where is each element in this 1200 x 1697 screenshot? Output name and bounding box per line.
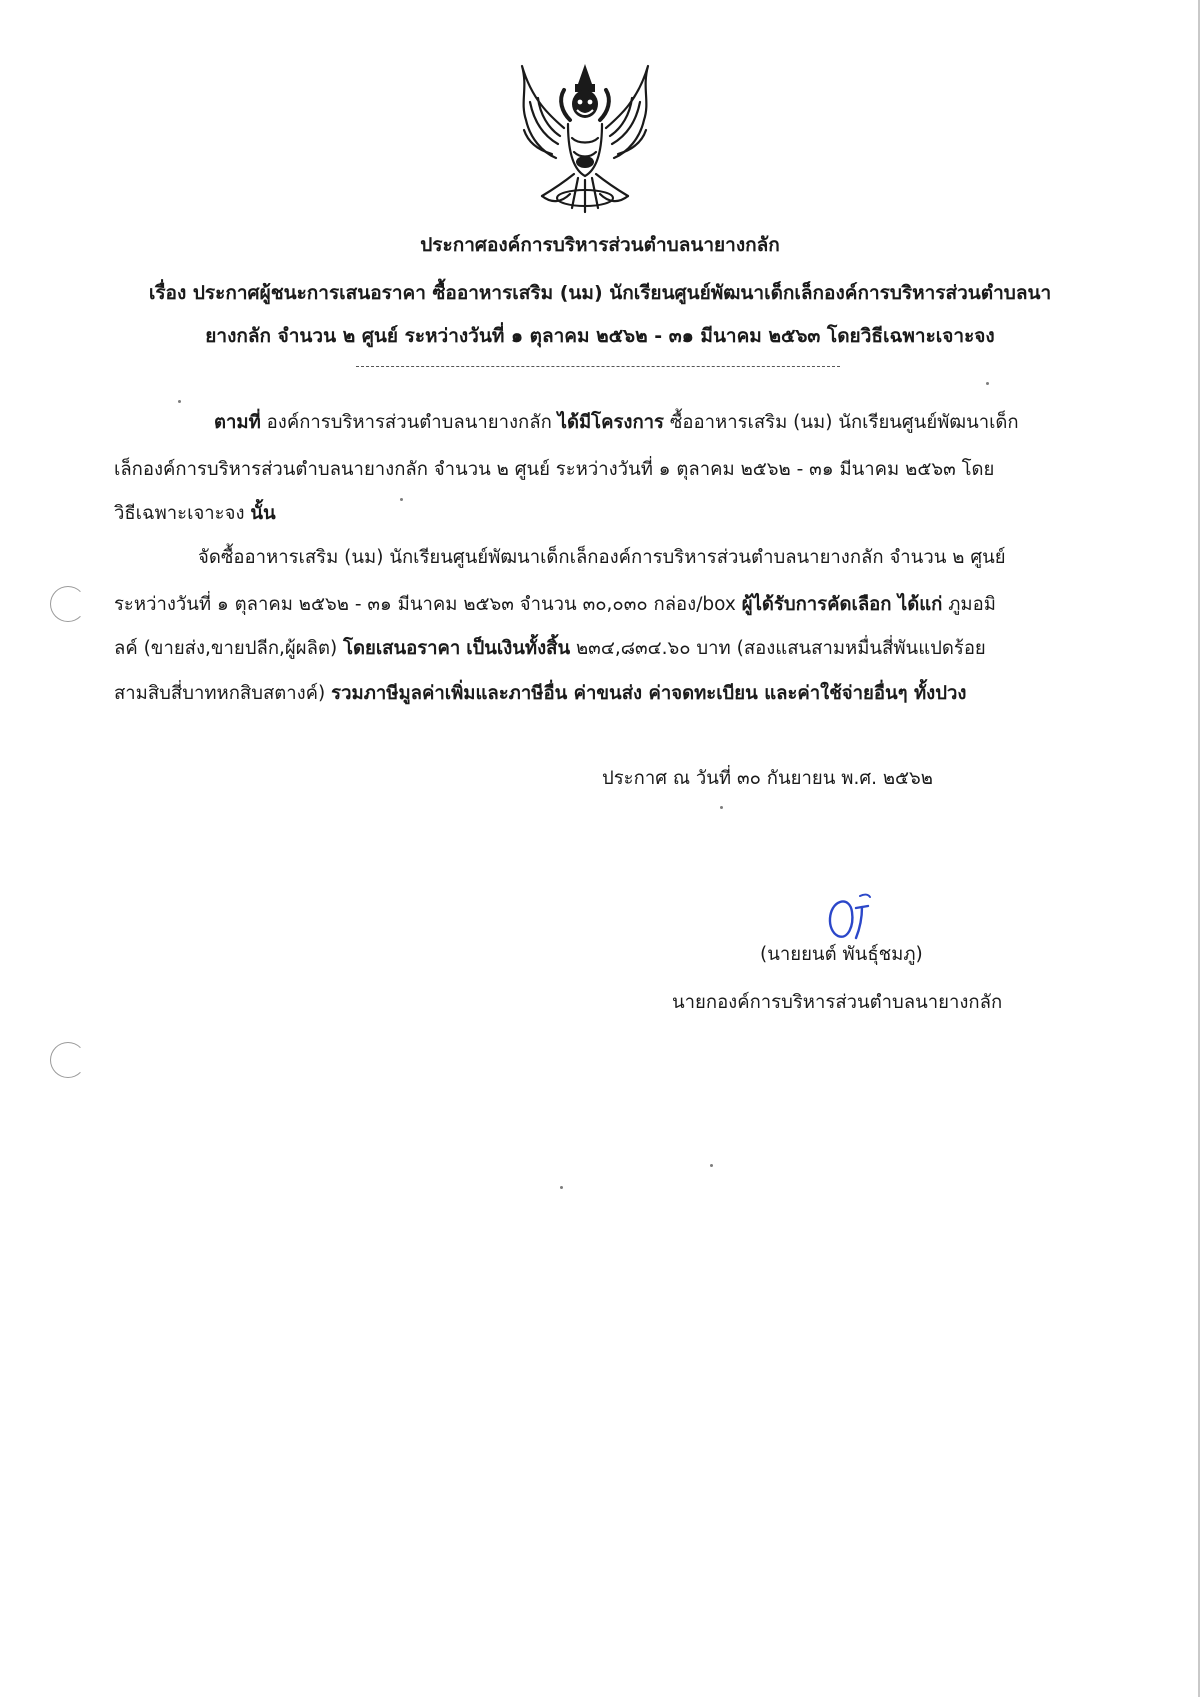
garuda-emblem-icon	[512, 58, 658, 218]
page-title: ประกาศองค์การบริหารส่วนตำบลนายางกลัก	[420, 234, 780, 256]
para2-vendor-start: ภูมอมิ	[942, 594, 996, 615]
punch-hole-upper	[50, 586, 86, 622]
para2-selected-label: ผู้ได้รับการคัดเลือก ได้แก่	[741, 594, 943, 615]
para2-line-4	[114, 679, 966, 708]
para2-amount: ๒๓๔,๘๓๔.๖๐ บาท (สองแสนสามหมื่นสี่พันแปดร้อย	[570, 638, 986, 659]
para2-inclusive-note: รวมภาษีมูลค่าเพิ่มและภาษีอื่น ค่าขนส่ง ค่าจดทะเบียน และค่าใช้จ่ายอื่นๆ ทั้งปวง	[331, 683, 967, 704]
para2-vendor-end: ลค์ (ขายส่ง,ขายปลีก,ผู้ผลิต)	[114, 638, 344, 659]
announce-date: ประกาศ ณ วันที่ ๓๐ กันยายน พ.ศ. ๒๕๖๒	[602, 768, 933, 789]
para1-line-2: เล็กองค์การบริหารส่วนตำบลนายางกลัก จำนวน ๒ ศูนย์ ระหว่างวันที่ ๑ ตุลาคม ๒๕๖๒ - ๓๑ มีนาคม ๒๕๖๓ โดย	[114, 459, 995, 480]
separator-line	[356, 366, 840, 367]
para2-line-2	[114, 590, 996, 619]
para2-offer-label: โดยเสนอราคา	[343, 638, 461, 659]
handwritten-signature-icon	[822, 888, 880, 946]
subject-line-2: ยางกลัก จำนวน ๒ ศูนย์ ระหว่างวันที่ ๑ ตุลาคม ๒๕๖๒ - ๓๑ มีนาคม ๒๕๖๓ โดยวิธีเฉพาะเจาะจง	[205, 325, 995, 347]
para2-total-label: เป็นเงินทั้งสิ้น	[466, 638, 571, 659]
para2-amount-words-end: สามสิบสี่บาทหกสิบสตางค์)	[114, 683, 332, 704]
scan-speck	[178, 400, 181, 403]
subject-line-1: เรื่อง ประกาศผู้ชนะการเสนอราคา ซื้ออาหารเสริม (นม) นักเรียนศูนย์พัฒนาเด็กเล็กองค์การบริหารส่วนตำบลนา	[148, 282, 1052, 304]
para2-period: ระหว่างวันที่ ๑ ตุลาคม ๒๕๖๒ - ๓๑ มีนาคม ๒๕๖๓ จำนวน ๓๐,๐๓๐ กล่อง/box	[114, 594, 742, 615]
para1-line-3	[114, 499, 276, 528]
scan-speck	[986, 382, 989, 385]
para2-line-3	[114, 634, 986, 663]
para1-project-label: ได้มีโครงการ	[557, 412, 664, 433]
scan-speck	[400, 498, 403, 501]
scan-speck	[560, 1186, 563, 1189]
para1-end: นั้น	[250, 503, 276, 524]
punch-hole-lower	[50, 1042, 86, 1078]
para1-lead: ตามที่	[214, 412, 261, 433]
scan-speck	[710, 1164, 713, 1167]
para1-org: องค์การบริหารส่วนตำบลนายางกลัก	[260, 412, 558, 433]
signatory-name: (นายยนต์ พันธุ์ชมภู)	[760, 944, 923, 965]
para1-project-desc: ซื้ออาหารเสริม (นม) นักเรียนศูนย์พัฒนาเด็ก	[663, 412, 1019, 433]
para1-method: วิธีเฉพาะเจาะจง	[114, 503, 251, 524]
signatory-position: นายกองค์การบริหารส่วนตำบลนายางกลัก	[672, 992, 1003, 1013]
para2-line-1: จัดซื้ออาหารเสริม (นม) นักเรียนศูนย์พัฒนาเด็กเล็กองค์การบริหารส่วนตำบลนายางกลัก จำนวน ๒ ศูนย์	[198, 547, 1006, 568]
para1-line-1	[214, 408, 1019, 437]
scan-speck	[720, 806, 723, 809]
